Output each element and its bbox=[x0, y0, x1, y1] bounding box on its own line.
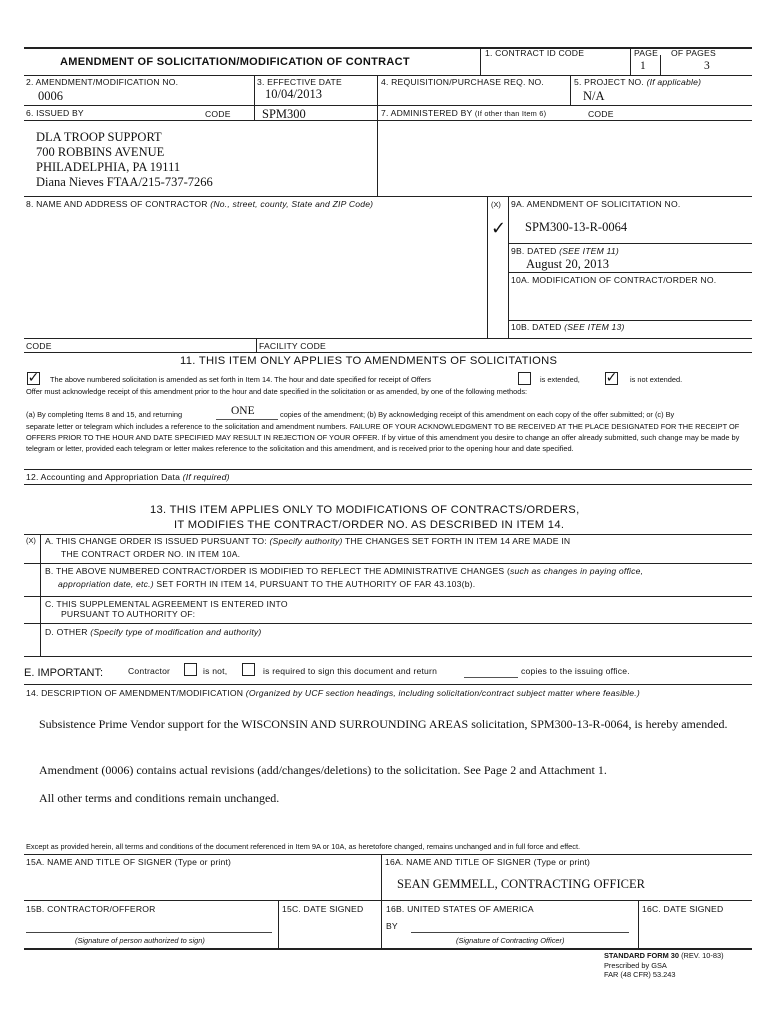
item13a-line2: THE CONTRACT ORDER NO. IN ITEM 10A. bbox=[61, 549, 241, 559]
rule bbox=[24, 120, 752, 121]
rule bbox=[24, 596, 752, 597]
code-label: CODE bbox=[205, 109, 231, 119]
contractor-code-label: CODE bbox=[26, 341, 52, 351]
section11-line3-pre: (a) By completing Items 8 and 15, and returning bbox=[26, 410, 183, 419]
item16a-label: 16A. NAME AND TITLE OF SIGNER (Type or print) bbox=[385, 857, 591, 867]
copies-value: ONE bbox=[231, 405, 255, 417]
item9a-label: 9A. AMENDMENT OF SOLICITATION NO. bbox=[511, 199, 681, 209]
form-title: AMENDMENT OF SOLICITATION/MODIFICATION OF CONTRACT bbox=[60, 56, 410, 68]
rule bbox=[24, 352, 752, 353]
item16a-value: SEAN GEMMELL, CONTRACTING OFFICER bbox=[397, 877, 645, 891]
issuer-line: PHILADELPHIA, PA 19111 bbox=[36, 160, 181, 174]
is-required-checkbox[interactable] bbox=[242, 663, 255, 676]
item14-note: (Organized by UCF section headings, including solicitation/contract subject matter where feasible.) bbox=[245, 688, 640, 698]
item16c-label: 16C. DATE SIGNED bbox=[642, 904, 724, 914]
item9b-value: August 20, 2013 bbox=[526, 257, 609, 271]
important-label: E. IMPORTANT: bbox=[24, 667, 104, 679]
divider bbox=[508, 196, 509, 339]
item15a-label: 15A. NAME AND TITLE OF SIGNER (Type or print) bbox=[26, 857, 232, 867]
divider bbox=[480, 47, 481, 76]
item14-paragraph-1: Subsistence Prime Vendor support for the WISCONSIN AND SURROUNDING AREAS solicitation, SPM300-13-R-0064, is hereby amended. bbox=[39, 717, 728, 731]
divider bbox=[254, 75, 255, 121]
divider bbox=[630, 47, 631, 76]
divider bbox=[278, 900, 279, 949]
project-value: N/A bbox=[583, 89, 605, 103]
item14-paragraph-3: All other terms and conditions remain unchanged. bbox=[39, 791, 280, 805]
effective-date-label: 3. EFFECTIVE DATE bbox=[257, 77, 342, 87]
item13d-note: (Specify type of modification and authority) bbox=[90, 627, 262, 637]
contract-id-label: 1. CONTRACT ID CODE bbox=[485, 48, 585, 58]
contractor-signature-caption: (Signature of person authorized to sign) bbox=[75, 936, 205, 945]
issuer-line: 700 ROBBINS AVENUE bbox=[36, 145, 165, 159]
rule bbox=[508, 243, 752, 244]
item13b-text: B. THE ABOVE NUMBERED CONTRACT/ORDER IS MODIFIED TO REFLECT THE ADMINISTRATIVE CHANGES ( bbox=[45, 566, 511, 576]
amendment-label: 2. AMENDMENT/MODIFICATION NO. bbox=[26, 77, 179, 87]
administered-code-label: CODE bbox=[588, 109, 614, 119]
by-label: BY bbox=[386, 921, 398, 931]
amendment-value: 0006 bbox=[38, 89, 63, 103]
is-not-checkbox[interactable] bbox=[184, 663, 197, 676]
item15c-label: 15C. DATE SIGNED bbox=[282, 904, 364, 914]
rule bbox=[24, 623, 752, 624]
copies-label: copies to the issuing office. bbox=[521, 666, 630, 676]
item14-label: 14. DESCRIPTION OF AMENDMENT/MODIFICATION bbox=[26, 688, 244, 698]
x-label: (X) bbox=[491, 200, 501, 209]
item13a-note: (Specify authority) bbox=[269, 536, 343, 546]
item10b-label: 10B. DATED bbox=[511, 322, 562, 332]
std-form-rev: (REV. 10-83) bbox=[681, 951, 724, 960]
page-label: PAGE bbox=[634, 48, 659, 58]
rule bbox=[24, 105, 752, 106]
issuer-line: Diana Nieves FTAA/215-737-7266 bbox=[36, 175, 213, 189]
divider bbox=[487, 196, 488, 339]
issuer-code-value: SPM300 bbox=[262, 107, 306, 121]
requisition-label: 4. REQUISITION/PURCHASE REQ. NO. bbox=[381, 77, 545, 87]
far-reference: FAR (48 CFR) 53.243 bbox=[604, 970, 676, 979]
item10b-note: (SEE ITEM 13) bbox=[564, 322, 625, 332]
divider bbox=[256, 338, 257, 353]
section13-x-label: (X) bbox=[26, 536, 36, 545]
divider bbox=[570, 75, 571, 106]
rule bbox=[24, 900, 752, 901]
item13d-text: D. OTHER bbox=[45, 627, 88, 637]
item10a-label: 10A. MODIFICATION OF CONTRACT/ORDER NO. bbox=[511, 275, 717, 285]
contractor-note: (No., street, county, State and ZIP Code) bbox=[210, 199, 374, 209]
item13a-text: A. THIS CHANGE ORDER IS ISSUED PURSUANT TO: bbox=[45, 536, 267, 546]
checkmark-icon: ✓ bbox=[605, 370, 618, 386]
item9a-value: SPM300-13-R-0064 bbox=[525, 220, 628, 234]
divider bbox=[377, 75, 378, 197]
rule bbox=[24, 196, 752, 197]
checkmark-icon: ✓ bbox=[27, 370, 40, 386]
divider bbox=[638, 900, 639, 949]
except-text: Except as provided herein, all terms and conditions of the document referenced in Item 9A or 10A, as heretofore changed, remains unchanged and in full force and effect. bbox=[26, 842, 581, 851]
issuer-address bbox=[36, 130, 213, 190]
section11-paragraph: separate letter or telegram which includes a reference to the solicitation and amendment numbers. FAILURE OF YOUR ACKNOWLEDGMENT TO BE RECEIVED AT THE PLACE DESIGNATED FOR THE RECEIPT OF OFFERS PRIOR TO THE HOUR AND DATE SPECIFIED MAY RESULT IN REJECTION OF YOUR OFFER. If by virtue of this amendment you desire to change an offer already submitted, such change may be made by telegram or letter, provided each telegram or letter makes reference to the solicitation and this amendment, and is received prior to the opening hour and date specified. bbox=[26, 422, 740, 453]
divider bbox=[381, 854, 382, 949]
divider bbox=[40, 534, 41, 657]
rule bbox=[24, 854, 752, 855]
contractor-word: Contractor bbox=[128, 666, 171, 676]
administered-note: (If other than Item 6) bbox=[474, 109, 547, 118]
item14-paragraph-2: Amendment (0006) contains actual revisions (add/changes/deletions) to the solicitation. See Page 2 and Attachment 1. bbox=[39, 763, 607, 777]
item13a-text-post: THE CHANGES SET FORTH IN ITEM 14 ARE MADE IN bbox=[345, 536, 571, 546]
project-label-note: (If applicable) bbox=[646, 77, 702, 87]
item12-note: (If required) bbox=[182, 472, 230, 482]
check-9a-icon: ✓ bbox=[491, 218, 507, 239]
divider bbox=[660, 55, 661, 75]
contractor-label: 8. NAME AND ADDRESS OF CONTRACTOR bbox=[26, 199, 208, 209]
is-required-label: is required to sign this document and return bbox=[263, 666, 438, 676]
section11-line2: Offer must acknowledge receipt of this amendment prior to the hour and date specified in the solicitation or as amended, by one of the following methods: bbox=[26, 387, 528, 396]
item15b-label: 15B. CONTRACTOR/OFFEROR bbox=[26, 904, 156, 914]
effective-date-value: 10/04/2013 bbox=[265, 87, 322, 101]
rule bbox=[24, 484, 752, 485]
of-pages-label: OF PAGES bbox=[671, 48, 716, 58]
rule bbox=[508, 320, 752, 321]
item13c-line2: PURSUANT TO AUTHORITY OF: bbox=[61, 609, 196, 619]
is-extended-checkbox[interactable] bbox=[518, 372, 531, 385]
is-extended-label: is extended, bbox=[540, 375, 580, 384]
item16b-label: 16B. UNITED STATES OF AMERICA bbox=[386, 904, 534, 914]
section13-title-2: IT MODIFIES THE CONTRACT/ORDER NO. AS DESCRIBED IN ITEM 14. bbox=[174, 519, 565, 531]
item9b-label: 9B. DATED bbox=[511, 246, 557, 256]
rule bbox=[24, 75, 752, 76]
rule bbox=[24, 338, 752, 339]
section11-line3-post: copies of the amendment; (b) By acknowledging receipt of this amendment on each copy of the offer submitted; or (c) By bbox=[280, 410, 675, 419]
page-value: 1 bbox=[640, 60, 646, 72]
rule bbox=[24, 656, 752, 657]
facility-code-label: FACILITY CODE bbox=[259, 341, 326, 351]
section11-line1: The above numbered solicitation is amended as set forth in Item 14. The hour and date specified for receipt of Offers bbox=[50, 375, 431, 384]
administered-label: 7. ADMINISTERED BY bbox=[381, 108, 473, 118]
item12-label: 12. Accounting and Appropriation Data bbox=[26, 472, 181, 482]
item13b-note: such as changes in paying office, bbox=[510, 566, 644, 576]
rule bbox=[24, 534, 752, 535]
item13c-line1: C. THIS SUPPLEMENTAL AGREEMENT IS ENTERED INTO bbox=[45, 599, 288, 609]
officer-signature-line[interactable] bbox=[411, 932, 629, 933]
officer-signature-caption: (Signature of Contracting Officer) bbox=[456, 936, 565, 945]
project-label: 5. PROJECT NO. bbox=[574, 77, 644, 87]
rule bbox=[24, 684, 752, 685]
rule bbox=[24, 563, 752, 564]
copies-blank bbox=[464, 677, 518, 678]
contractor-signature-line[interactable] bbox=[26, 932, 272, 933]
copies-underline bbox=[216, 419, 278, 420]
prescribed-by: Prescribed by GSA bbox=[604, 961, 667, 970]
section11-title: 11. THIS ITEM ONLY APPLIES TO AMENDMENTS OF SOLICITATIONS bbox=[180, 355, 558, 367]
item9b-note: (SEE ITEM 11) bbox=[559, 246, 619, 256]
is-not-label: is not, bbox=[203, 666, 228, 676]
item13b-line2: SET FORTH IN ITEM 14, PURSUANT TO THE AUTHORITY OF FAR 43.103(b). bbox=[156, 579, 476, 589]
issuer-line: DLA TROOP SUPPORT bbox=[36, 130, 162, 144]
item13b-note-2: appropriation date, etc.) bbox=[58, 579, 154, 589]
section13-title-1: 13. THIS ITEM APPLIES ONLY TO MODIFICATIONS OF CONTRACTS/ORDERS, bbox=[150, 504, 580, 516]
issued-by-label: 6. ISSUED BY bbox=[26, 108, 84, 118]
of-pages-value: 3 bbox=[704, 60, 710, 72]
is-not-extended-label: is not extended. bbox=[630, 375, 683, 384]
rule bbox=[24, 469, 752, 470]
rule bbox=[508, 272, 752, 273]
std-form-label: STANDARD FORM 30 bbox=[604, 951, 680, 960]
bottom-border bbox=[24, 948, 752, 950]
